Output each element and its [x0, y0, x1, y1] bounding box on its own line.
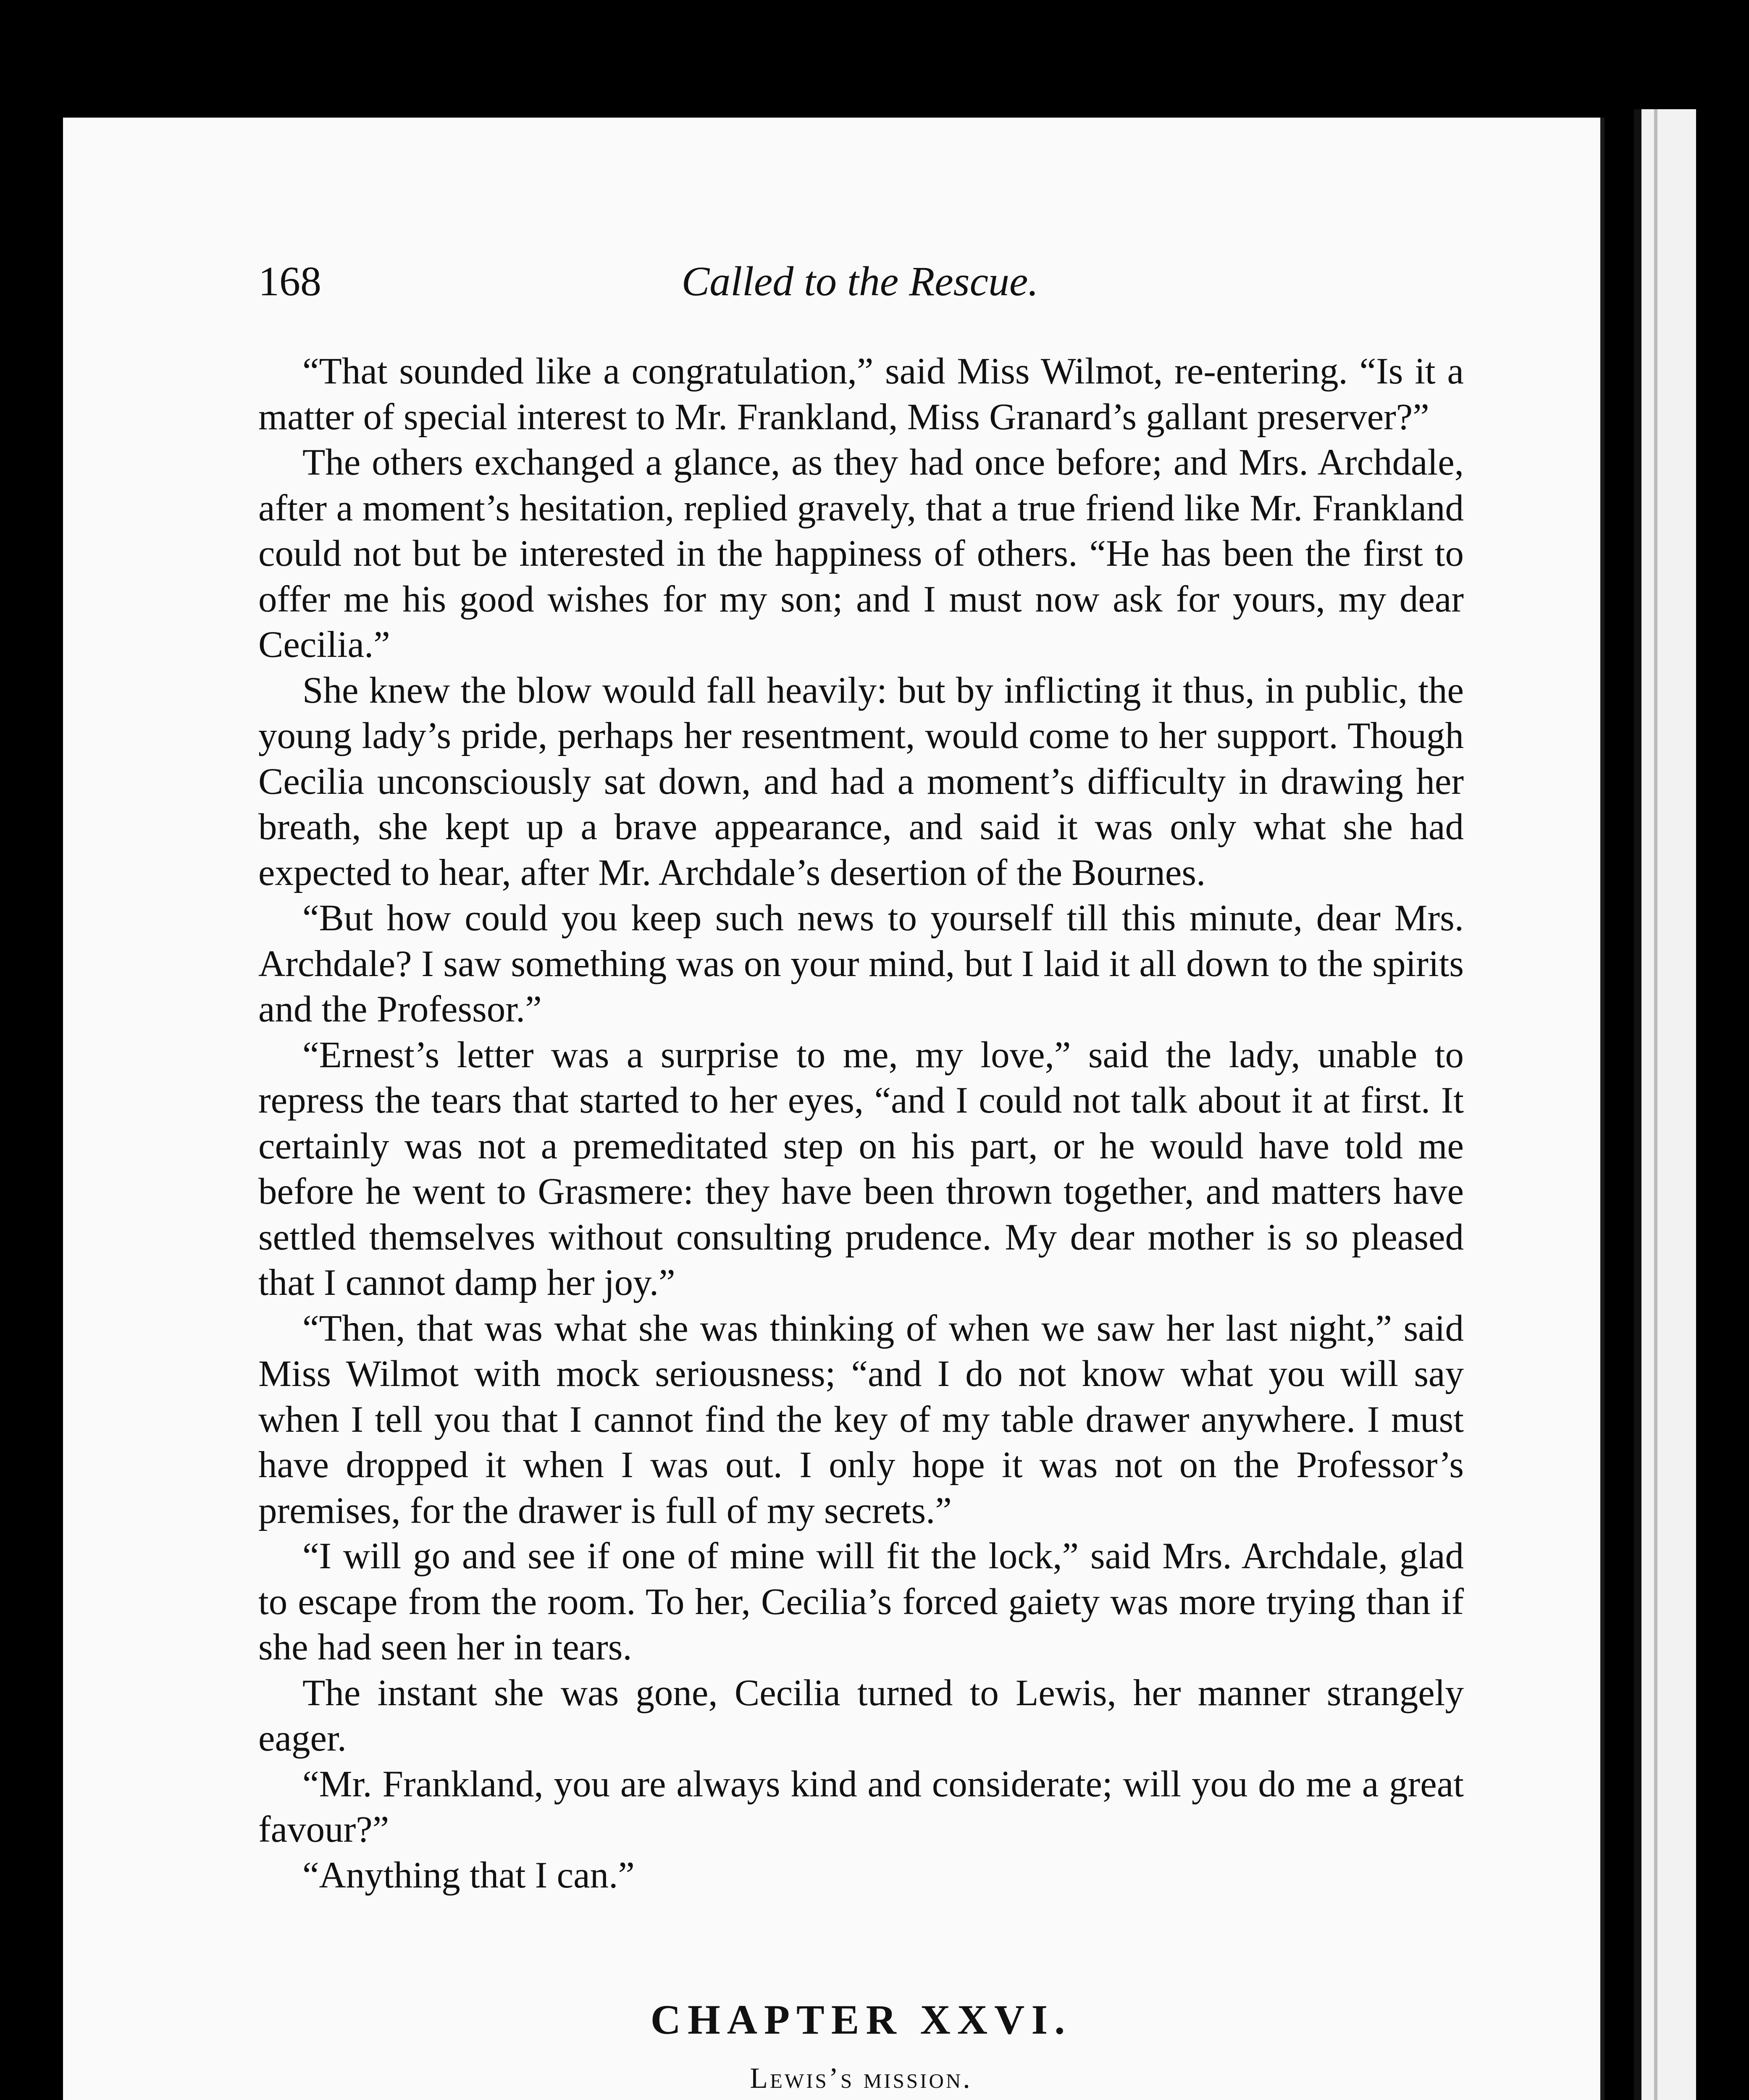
running-title: Called to the Rescue. — [681, 258, 1039, 304]
paragraph: The others exchanged a glance, as they had once before; and Mrs. Archdale, after a moment’s hesitation, replied gravely, that a true friend like Mr. Frankland could not but be interested in the happiness of others. “He has been the first to offer me his good wishes for my son; and I must now ask for yours, my dear Cecilia.” — [258, 442, 1464, 665]
paragraph: “But how could you keep such news to yourself till this minute, dear Mrs. Archdale? I saw something was on your mind, but I laid it all down to the spirits and the Professor.” — [258, 898, 1464, 1030]
paragraph: “I will go and see if one of mine will fit the lock,” said Mrs. Archdale, glad to escape from the room. To her, Cecilia’s forced gaiety was more trying than if she had seen her in tears. — [258, 1536, 1464, 1668]
page-number: 168 — [258, 258, 321, 304]
running-head — [258, 254, 1462, 309]
chapter-heading: CHAPTER XXVI. — [650, 1996, 1072, 2043]
chapter-subtitle: Lewis’s mission. — [750, 2062, 972, 2095]
paragraph: “Mr. Frankland, you are always kind and considerate; will you do me a great favour?” — [258, 1763, 1464, 1850]
paragraph: “Anything that I can.” — [302, 1854, 635, 1896]
paragraph: The instant she was gone, Cecilia turned to Lewis, her manner strangely eager. — [258, 1672, 1464, 1759]
paragraph: “Then, that was what she was thinking of when we saw her last night,” said Miss Wilmot with mock seriousness; “and I do not know what you will say when I tell you that I cannot find the key of my table drawer anywhere. I must have dropped it when I was out. I only hope it was not on the Professor’s premises, for the drawer is full of my secrets.” — [258, 1307, 1464, 1531]
paragraph: “That sounded like a congratulation,” said Miss Wilmot, re-entering. “Is it a matter of special interest to Mr. Frankland, Miss Granard’s gallant preserver?” — [258, 351, 1464, 438]
facing-page-edge — [1634, 109, 1696, 2100]
paragraph: “Ernest’s letter was a surprise to me, my love,” said the lady, unable to repress the tears that started to her eyes, “and I could not talk about it at first. It certainly was not a premeditated step on his part, or he would have told me before he went to Grasmere: they have been thrown together, and matters have settled themselves without consulting prudence. My dear mother is so pleased that I cannot damp her joy.” — [258, 1034, 1464, 1303]
paragraph: She knew the blow would fall heavily: but by inflicting it thus, in public, the young lady’s pride, perhaps her resentment, would come to her support. Though Cecilia unconsciously sat down, and had a moment’s difficulty in drawing her breath, she kept up a brave appearance, and said it was only what she had expected to hear, after Mr. Archdale’s desertion of the Bournes. — [258, 669, 1464, 893]
text-block — [258, 349, 1464, 2100]
